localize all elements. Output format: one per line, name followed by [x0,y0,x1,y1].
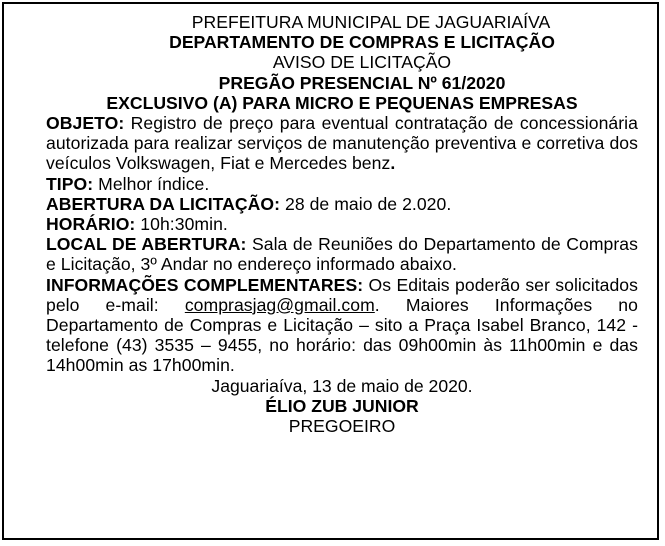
objeto-suffix: . [390,153,396,174]
tipo-label: TIPO: [46,173,94,194]
notice-type: AVISO DE LICITAÇÃO [272,52,452,73]
horario-paragraph [46,214,638,234]
tipo-text: Melhor índice. [98,173,210,194]
informacoes-paragraph [46,275,638,376]
horario-text: 10h:30min. [140,214,228,235]
informacoes-label: INFORMAÇÕES COMPLEMENTARES: [46,274,364,295]
abertura-label: ABERTURA DA LICITAÇÃO: [46,193,281,214]
informacoes-text-after: . Maiores Informações no Departamento de Compras e Licitação – sito a Praça Isabel Branco, 142 - telefone (43) 3535 – 9455, no horário: das 09h00min às 11h00min e das 14h00min as 17h00min. [46,294,638,376]
objeto-text: Registro de preço para eventual contratação de concessionária autorizada para realizar serviços de manutenção preventiva e corretiva dos veículos Volkswagen, Fiat e Mercedes benz [46,113,638,174]
objeto-label: OBJETO: [46,113,125,134]
objeto-paragraph [46,113,638,174]
abertura-paragraph [46,194,638,214]
municipality-title: PREFEITURA MUNICIPAL DE JAGUARIAÍVA [191,12,551,32]
tipo-paragraph [46,174,638,194]
place-date: Jaguariaíva, 13 de maio de 2020. [211,375,473,396]
local-label: LOCAL DE ABERTURA: [46,234,247,255]
abertura-text: 28 de maio de 2.020. [284,193,452,214]
signatory-role: PREGOEIRO [288,416,396,437]
bid-notice [2,2,659,540]
horario-label: HORÁRIO: [46,214,136,235]
email-link[interactable]: comprasjag@gmail.com [184,294,375,315]
informacoes-text-before: Os Editais poderão ser solicitados pelo e-mail: [46,274,638,315]
procurement-number: PREGÃO PRESENCIAL Nº 61/2020 [218,72,506,93]
local-text: Sala de Reuniões do Departamento de Compras e Licitação, 3º Andar no endereço informado abaixo. [46,234,638,275]
exclusivity-note: EXCLUSIVO (A) PARA MICRO E PEQUENAS EMPRESAS [106,92,578,113]
signatory-name: ÉLIO ZUB JUNIOR [265,395,419,416]
department-title: DEPARTAMENTO DE COMPRAS E LICITAÇÃO [169,32,555,53]
local-paragraph [46,234,638,274]
